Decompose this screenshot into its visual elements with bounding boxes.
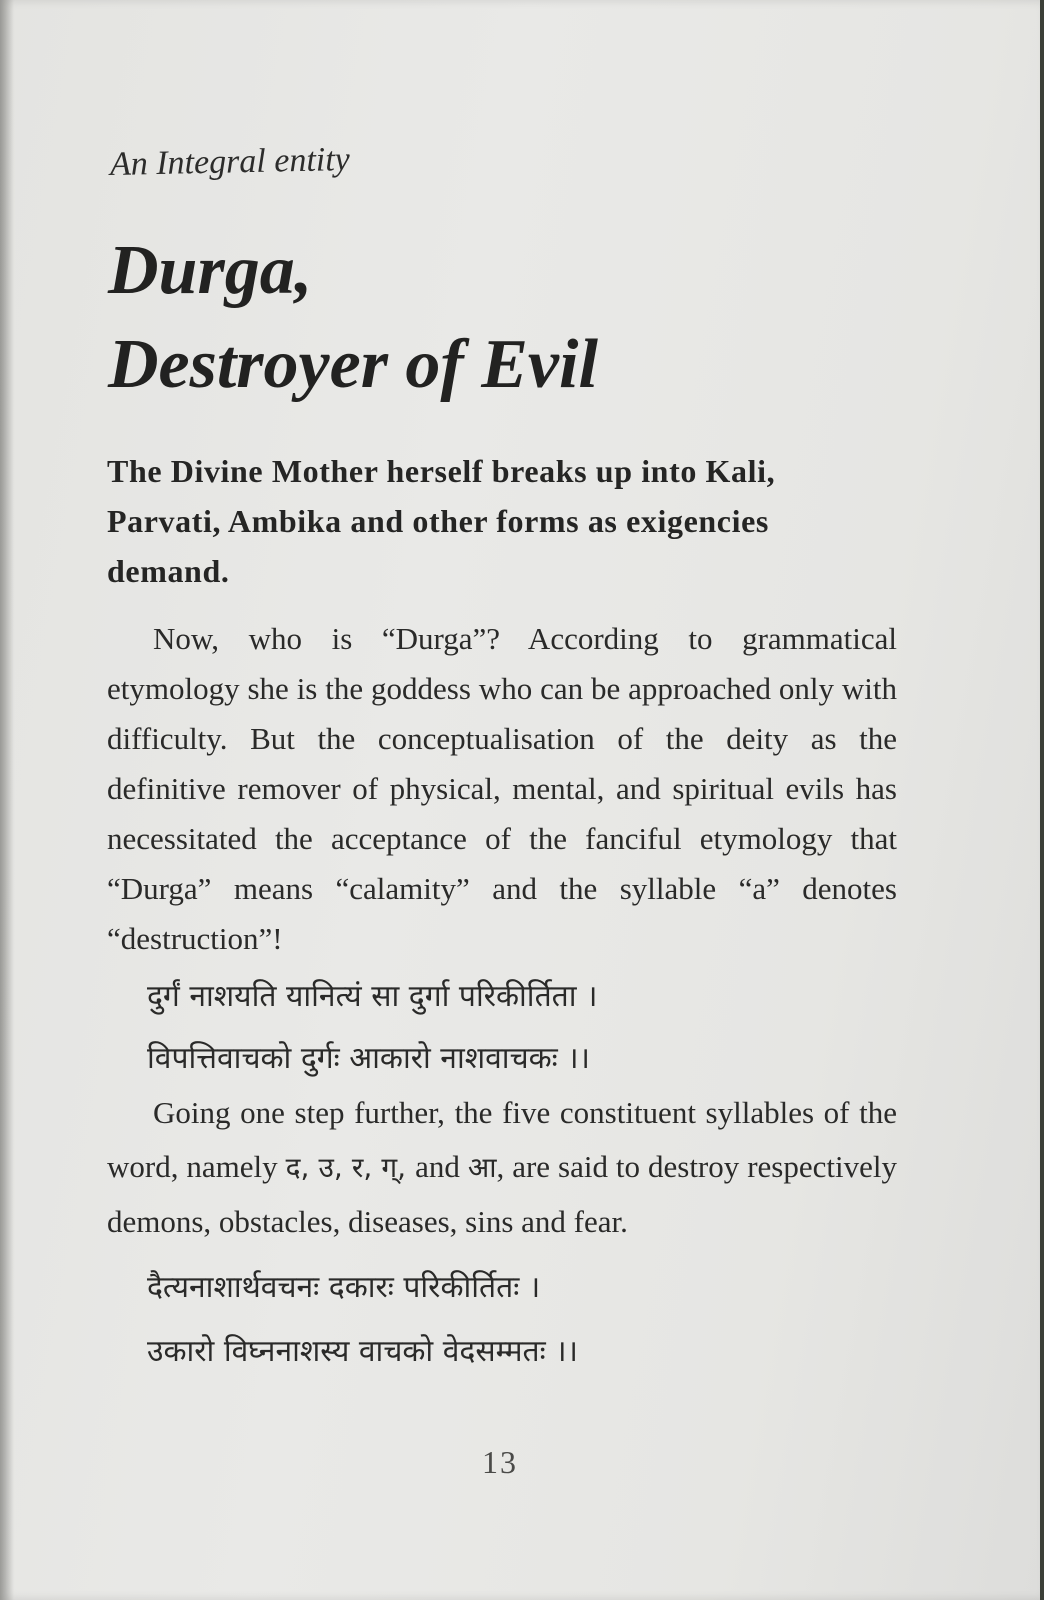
body-paragraph-2: [107, 1086, 897, 1249]
intro-summary: The Divine Mother herself breaks up into Kali, Parvati, Ambika and other forms as exigencies demand.: [107, 453, 776, 589]
chapter-kicker: An Integral entity: [109, 140, 351, 183]
sanskrit-verse-1-line-2: विपत्तिवाचको दुर्गः आकारो नाशवाचकः ।।: [147, 1041, 590, 1076]
sanskrit-verse-2-line-2: उकारो विघ्ननाशस्य वाचको वेदसम्मतः ।।: [147, 1334, 578, 1369]
spine-shadow: [0, 0, 14, 1600]
sanskrit-verse-1: [147, 966, 597, 1090]
chapter-title-line-2: Destroyer of Evil: [108, 326, 598, 403]
paragraph-2-text-before: Going one step further, the five constituent syllables of the word, namely: [107, 1095, 897, 1184]
chapter-title: [108, 224, 908, 412]
chapter-title-line-1: Durga,: [108, 232, 313, 309]
sanskrit-verse-2-line-1: दैत्यनाशार्थवचनः दकारः परिकीर्तितः ।: [147, 1270, 541, 1305]
page-number: 13: [482, 1444, 518, 1480]
paragraph-2-syllables: द, उ, र, ग्,: [285, 1151, 416, 1184]
paragraph-2-and: and: [415, 1149, 468, 1184]
sanskrit-verse-2: [147, 1256, 578, 1384]
paragraph-2-text-after: , are said to destroy respectively demons, obstacles, diseases, sins and fear.: [107, 1149, 897, 1239]
body-paragraph-1: Now, who is “Durga”? According to grammatical etymology she is the goddess who can be approached only with difficulty. But the conceptualisation of the deity as the definitive remover of physical, mental, and spiritual evils has necessitated the acceptance of the fanciful etymology that “Durga” means “calamity” and the syllable “a” denotes “destruction”!: [107, 621, 897, 956]
sanskrit-verse-1-line-1: दुर्गं नाशयति यानित्यं सा दुर्गा परिकीर्तिता ।: [147, 979, 598, 1014]
paragraph-2-last-syllable: आ: [467, 1151, 497, 1184]
